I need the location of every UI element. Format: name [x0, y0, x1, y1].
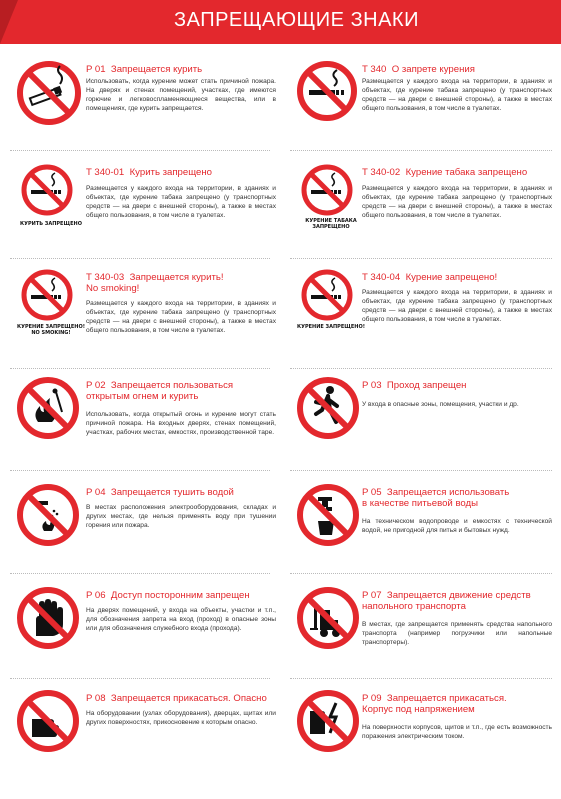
sign-description: В местах, где запрещается применять средства напольного транспорта (например погрузчики или напольные транспортеры). — [362, 621, 552, 646]
sign-card-p04 — [10, 483, 290, 593]
sign-description: Размещается у каждого входа на территории, в зданиях и объектах, где курение табака запрещено (у транспортных средств — на двери с внешней стороны), а также в местах общего пользования, в том числе в туалетах. — [362, 185, 552, 219]
no-open-flame-icon — [16, 376, 80, 440]
sign-card-p01 — [10, 60, 290, 170]
sign-title: P 02 Запрещается пользоваться открытым огнем и курить — [86, 380, 234, 402]
divider — [290, 150, 552, 151]
divider — [290, 573, 552, 574]
sign-caption: КУРЕНИЕ ЗАПРЕЩЕНО! — [297, 324, 365, 330]
sign-title: T 340-02 Курение табака запрещено — [362, 167, 528, 178]
divider — [10, 573, 270, 574]
sign-title: P 01 Запрещается курить — [86, 64, 203, 75]
sign-title: P 05 Запрещается использовать в качестве питьевой воды — [362, 487, 510, 509]
sign-description: На оборудовании (узлах оборудования), дверцах, щитах или других поверхностях, прикосновение к которым опасно. — [86, 710, 276, 726]
sign-description: На дверях помещений, у входа на объекты, участки и т.п., для обозначения запрета на вход (проход) в опасные зоны или для обозначения служебного входа (прохода). — [86, 607, 276, 632]
sign-title: T 340-04 Курение запрещено! — [362, 272, 498, 283]
sign-description: На поверхности корпусов, щитов и т.п., где есть возможность поражения электрическим током. — [362, 724, 552, 740]
divider — [10, 368, 270, 369]
sign-card-p09 — [290, 689, 561, 799]
divider — [290, 470, 552, 471]
no-touch-voltage-icon — [296, 689, 360, 753]
sign-description: На техническом водопроводе и емкостях с технической водой, не пригодной для питья и бытовых нужд. — [362, 518, 552, 534]
sign-caption: КУРЕНИЕ ТАБАКА ЗАПРЕЩЕНО — [305, 218, 357, 230]
sign-description: Размещается у каждого входа на территории, в зданиях и объектах, где курение табака запрещено (у транспортных средств — на двери с внешней стороны), а также в местах общего пользования, в том числе в туалетах. — [86, 300, 276, 334]
no-smoking-icon — [296, 163, 358, 217]
page-title: ЗАПРЕЩАЮЩИЕ ЗНАКИ — [174, 9, 419, 31]
sign-card-t340-02 — [290, 163, 561, 273]
sign-description: Использовать, когда открытый огонь и курение могут стать причиной пожара. На входных дверях, стенах помещений, участках, рабочих местах, емкостях, производственной таре. — [86, 411, 276, 436]
divider — [290, 258, 552, 259]
sign-title: T 340-03 Запрещается курить! No smoking! — [86, 272, 224, 294]
no-smoking-icon — [296, 268, 358, 322]
no-smoking-icon — [16, 163, 78, 217]
divider — [10, 150, 270, 151]
sign-title: P 04 Запрещается тушить водой — [86, 487, 234, 498]
no-smoking-icon — [16, 268, 78, 322]
sign-card-t340-01 — [10, 163, 290, 273]
sign-description: Размещается у каждого входа на территории, в зданиях и объектах, где курение табака запрещено (у транспортных средств — на двери с внешней стороны), а также в местах общего пользования, в том числе в туалетах. — [362, 289, 552, 323]
sign-card-p06 — [10, 586, 290, 696]
no-drinking-water-icon — [296, 483, 360, 547]
sign-description: Размещается у каждого входа на территории, в зданиях и объектах, где курение табака запрещено (у транспортных средств — на двери с внешней стороны), а также в местах общего пользования, в том числе в туалетах. — [362, 78, 552, 112]
no-entry-pedestrian-icon — [296, 376, 360, 440]
sign-title: P 03 Проход запрещен — [362, 380, 467, 391]
sign-card-t340 — [290, 60, 561, 170]
sign-description: Размещается у каждого входа на территории, в зданиях и объектах, где курение табака запрещено (у транспортных средств — на двери с внешней стороны), а также в местах общего пользования, в том числе в туалетах. — [86, 185, 276, 219]
divider — [10, 678, 270, 679]
divider — [10, 258, 270, 259]
sign-caption: КУРЕНИЕ ЗАПРЕЩЕНО! NO SMOKING! — [17, 324, 85, 336]
no-touch-icon — [16, 689, 80, 753]
no-water-extinguish-icon — [16, 483, 80, 547]
sign-title: P 08 Запрещается прикасаться. Опасно — [86, 693, 267, 704]
sign-card-p07 — [290, 586, 561, 696]
sign-description: Использовать, когда курение может стать причиной пожара. На дверях и стенах помещений, участках, где имеются горючие и легковоспламеняющиеся вещества, или в помещениях, где курить запрещается. — [86, 78, 276, 112]
sign-title: T 340 О запрете курения — [362, 64, 475, 75]
sign-card-t340-03 — [10, 268, 290, 378]
sign-title: P 07 Запрещается движение средств напольного транспорта — [362, 590, 531, 612]
no-unauthorized-access-icon — [16, 586, 80, 650]
banner-notch — [0, 0, 18, 44]
no-smoking-cigarette-icon — [16, 60, 82, 126]
divider — [10, 470, 270, 471]
no-smoking-icon — [296, 60, 358, 122]
sign-title: P 06 Доступ посторонним запрещен — [86, 590, 250, 601]
sign-title: P 09 Запрещается прикасаться. Корпус под напряжением — [362, 693, 507, 715]
sign-card-p08 — [10, 689, 290, 799]
no-forklift-icon — [296, 586, 360, 650]
header-banner — [0, 0, 561, 44]
sign-caption: КУРИТЬ ЗАПРЕЩЕНО — [20, 221, 82, 227]
sign-description: В местах расположения электрооборудования, складах и других местах, где нельзя применять воду при тушении горения или пожара. — [86, 504, 276, 529]
divider — [290, 368, 552, 369]
sign-card-t340-04 — [290, 268, 561, 378]
sign-card-p05 — [290, 483, 561, 593]
sign-description: У входа в опасные зоны, помещения, участки и др. — [362, 401, 519, 408]
sign-title: T 340-01 Курить запрещено — [86, 167, 212, 178]
divider — [290, 678, 552, 679]
